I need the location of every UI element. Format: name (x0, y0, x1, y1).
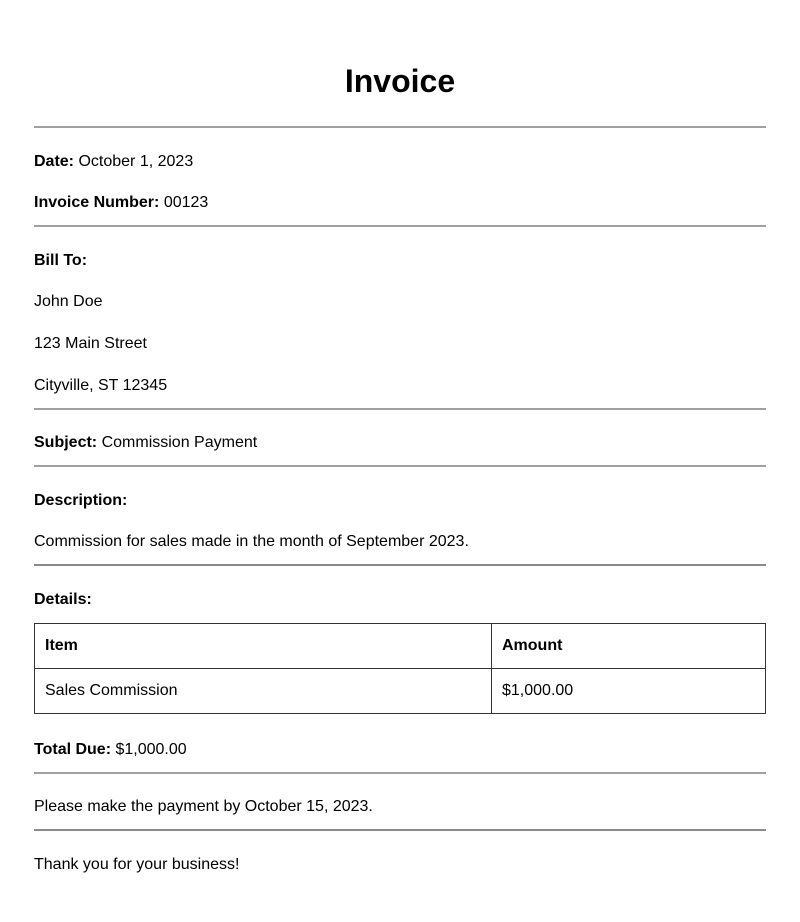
invoice-number-label: Invoice Number: (34, 194, 160, 211)
closing-note: Thank you for your business! (34, 856, 240, 873)
total-value: $1,000.00 (115, 741, 187, 758)
description-text: Commission for sales made in the month of September 2023. (34, 533, 469, 550)
description-heading (34, 491, 127, 511)
date-label: Date: (34, 153, 75, 170)
details-table (34, 623, 766, 714)
divider (34, 564, 766, 566)
details-label: Details: (34, 591, 92, 608)
divider (34, 126, 766, 128)
divider (34, 829, 766, 831)
total-line (34, 740, 187, 760)
total-label: Total Due: (34, 741, 112, 758)
description-label: Description: (34, 492, 128, 509)
bill-to-label: Bill To: (34, 252, 88, 269)
cell-amount: $1,000.00 (492, 669, 766, 714)
column-header-item: Item (35, 624, 492, 669)
invoice-number-line (34, 193, 208, 213)
cell-item: Sales Commission (35, 669, 492, 714)
details-heading (34, 590, 92, 610)
bill-to-street: 123 Main Street (34, 335, 147, 352)
bill-to-city: Cityville, ST 12345 (34, 377, 168, 394)
invoice-number-value: 00123 (163, 194, 209, 211)
table-header-row (35, 624, 766, 669)
subject-label: Subject: (34, 434, 98, 451)
bill-to-heading (34, 251, 87, 271)
date-line (34, 152, 193, 172)
divider (34, 465, 766, 467)
subject-value: Commission Payment (101, 434, 258, 451)
subject-line (34, 433, 257, 453)
divider (34, 772, 766, 774)
table-row (35, 669, 766, 714)
divider (34, 225, 766, 227)
page-title: Invoice (344, 63, 456, 99)
column-header-amount: Amount (492, 624, 766, 669)
date-value: October 1, 2023 (78, 153, 194, 170)
bill-to-name: John Doe (34, 293, 103, 310)
payment-note: Please make the payment by October 15, 2023. (34, 798, 373, 815)
divider (34, 408, 766, 410)
